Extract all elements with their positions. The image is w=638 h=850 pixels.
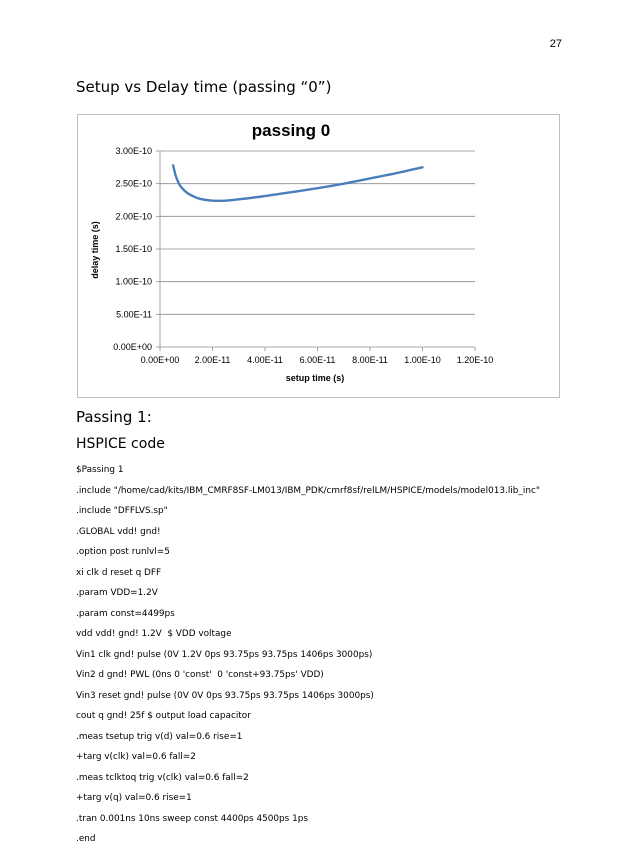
- code-line: +targ v(q) val=0.6 rise=1: [76, 793, 192, 803]
- x-tick-label: 4.00E-11: [247, 355, 283, 365]
- x-tick-label: 1.00E-10: [404, 355, 441, 365]
- code-line: Vin3 reset gnd! pulse (0V 0V 0ps 93.75ps 93.75ps 1406ps 3000ps): [76, 690, 374, 701]
- y-tick-label: 3.00E-10: [115, 146, 152, 156]
- y-tick-label: 5.00E-11: [116, 309, 152, 320]
- delay-vs-setup-chart: [78, 115, 559, 397]
- x-axis-label: setup time (s): [285, 373, 345, 383]
- code-line: $Passing 1: [76, 465, 124, 475]
- code-line: .include "/home/cad/kits/IBM_CMRF8SF-LM013/IBM_PDK/cmrf8sf/relLM/HSPICE/models/model013.lib_inc": [76, 485, 540, 496]
- y-tick-label: 1.50E-10: [115, 244, 152, 254]
- code-line: +targ v(clk) val=0.6 fall=2: [76, 752, 196, 762]
- x-tick-label: 8.00E-11: [352, 355, 388, 365]
- chart-title: passing 0: [251, 121, 331, 140]
- chart-container: [77, 114, 560, 398]
- y-tick-label: 1.00E-10: [115, 276, 152, 287]
- code-line: .GLOBAL vdd! gnd!: [76, 526, 161, 537]
- x-tick-label: 2.00E-11: [194, 355, 231, 365]
- code-line: vdd vdd! gnd! 1.2V $ VDD voltage: [76, 629, 232, 639]
- code-line: .option post runlvl=5: [76, 547, 170, 557]
- x-tick-label: 0.00E+00: [140, 355, 180, 365]
- code-line: .tran 0.001ns 10ns sweep const 4400ps 4500ps 1ps: [76, 813, 309, 824]
- series-line: [173, 165, 422, 200]
- subsection-title: Passing 1:: [76, 408, 152, 426]
- code-line: Vin2 d gnd! PWL (0ns 0 'const' 0 'const+93.75ps' VDD): [76, 670, 324, 680]
- code-line: .param VDD=1.2V: [76, 588, 158, 598]
- code-line: .include "DFFLVS.sp": [76, 506, 168, 516]
- code-heading: HSPICE code: [76, 436, 165, 452]
- code-line: cout q gnd! 25f $ output load capacitor: [76, 711, 251, 721]
- y-axis-label: delay time (s): [90, 221, 100, 279]
- page-number: 27: [549, 38, 562, 50]
- code-line: .param const=4499ps: [76, 608, 175, 619]
- code-line: Vin1 clk gnd! pulse (0V 1.2V 0ps 93.75ps 93.75ps 1406ps 3000ps): [76, 649, 373, 660]
- y-tick-label: 2.50E-10: [115, 178, 152, 189]
- x-tick-label: 1.20E-10: [456, 355, 494, 365]
- code-line: xi clk d reset q DFF: [76, 567, 162, 578]
- section-title: Setup vs Delay time (passing “0”): [76, 78, 332, 96]
- y-tick-label: 2.00E-10: [115, 211, 152, 222]
- x-tick-label: 6.00E-11: [299, 355, 336, 365]
- code-line: .meas tclktoq trig v(clk) val=0.6 fall=2: [76, 772, 249, 783]
- code-line: .meas tsetup trig v(d) val=0.6 rise=1: [76, 731, 243, 742]
- code-line: .end: [76, 834, 96, 844]
- code-block: [76, 460, 576, 850]
- y-tick-label: 0.00E+00: [113, 342, 152, 352]
